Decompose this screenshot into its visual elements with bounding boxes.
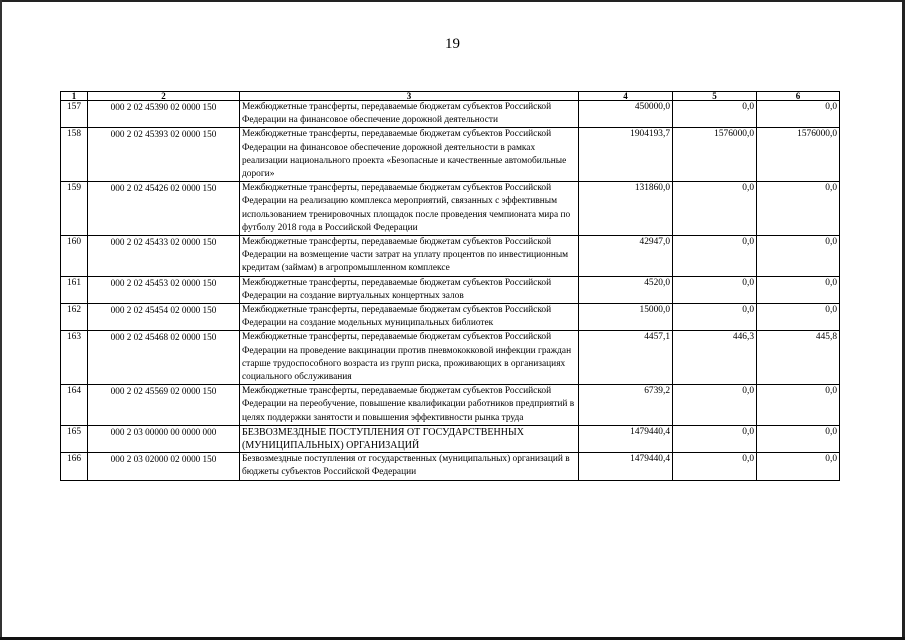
amount-col6: 0,0 [757, 453, 840, 480]
table-row [61, 101, 840, 128]
budget-code: 000 2 02 45569 02 0000 150 [88, 385, 240, 426]
row-number: 163 [61, 331, 88, 385]
column-header: 4 [579, 92, 673, 101]
scan-border-left [0, 0, 2, 640]
amount-col5: 0,0 [673, 182, 757, 236]
amount-col4: 450000,0 [579, 101, 673, 128]
budget-code: 000 2 02 45453 02 0000 150 [88, 276, 240, 303]
table-row [61, 236, 840, 277]
table-header-row [61, 92, 840, 101]
budget-code: 000 2 03 00000 00 0000 000 [88, 425, 240, 452]
amount-col4: 4457,1 [579, 331, 673, 385]
row-number: 164 [61, 385, 88, 426]
amount-col6: 0,0 [757, 276, 840, 303]
amount-col4: 6739,2 [579, 385, 673, 426]
amount-col5: 0,0 [673, 101, 757, 128]
budget-code: 000 2 02 45390 02 0000 150 [88, 101, 240, 128]
table-row [61, 304, 840, 331]
row-number: 159 [61, 182, 88, 236]
row-number: 162 [61, 304, 88, 331]
income-name: БЕЗВОЗМЕЗДНЫЕ ПОСТУПЛЕНИЯ ОТ ГОСУДАРСТВЕННЫХ (МУНИЦИПАЛЬНЫХ) ОРГАНИЗАЦИЙ [240, 425, 579, 452]
income-name: Межбюджетные трансферты, передаваемые бюджетам субъектов Российской Федерации на проведение вакцинации против пневмококковой инфекции граждан старше трудоспособного возраста из групп риска, проживающих в организациях социального обслуживания [240, 331, 579, 385]
amount-col4: 1479440,4 [579, 425, 673, 452]
amount-col5: 0,0 [673, 276, 757, 303]
amount-col5: 446,3 [673, 331, 757, 385]
income-name: Безвозмездные поступления от государственных (муниципальных) организаций в бюджеты субъектов Российской Федерации [240, 453, 579, 480]
budget-code: 000 2 02 45454 02 0000 150 [88, 304, 240, 331]
amount-col6: 1576000,0 [757, 128, 840, 182]
income-name: Межбюджетные трансферты, передаваемые бюджетам субъектов Российской Федерации на финансовое обеспечение дорожной деятельности в рамках реализации национального проекта «Безопасные и качественные автомобильные дороги» [240, 128, 579, 182]
column-header: 1 [61, 92, 88, 101]
amount-col6: 0,0 [757, 425, 840, 452]
budget-code: 000 2 02 45426 02 0000 150 [88, 182, 240, 236]
table-row [61, 331, 840, 385]
budget-table [60, 91, 840, 481]
amount-col4: 131860,0 [579, 182, 673, 236]
income-name: Межбюджетные трансферты, передаваемые бюджетам субъектов Российской Федерации на переобучение, повышение квалификации работников предприятий в целях поддержки занятости и повышения эффективности рынка труда [240, 385, 579, 426]
amount-col5: 1576000,0 [673, 128, 757, 182]
row-number: 161 [61, 276, 88, 303]
amount-col5: 0,0 [673, 385, 757, 426]
column-header: 6 [757, 92, 840, 101]
amount-col6: 0,0 [757, 236, 840, 277]
row-number: 158 [61, 128, 88, 182]
income-name: Межбюджетные трансферты, передаваемые бюджетам субъектов Российской Федерации на создание виртуальных концертных залов [240, 276, 579, 303]
income-name: Межбюджетные трансферты, передаваемые бюджетам субъектов Российской Федерации на финансовое обеспечение дорожной деятельности [240, 101, 579, 128]
amount-col6: 0,0 [757, 304, 840, 331]
budget-code: 000 2 02 45468 02 0000 150 [88, 331, 240, 385]
amount-col5: 0,0 [673, 304, 757, 331]
amount-col4: 42947,0 [579, 236, 673, 277]
amount-col4: 4520,0 [579, 276, 673, 303]
amount-col6: 0,0 [757, 182, 840, 236]
column-header: 5 [673, 92, 757, 101]
amount-col5: 0,0 [673, 453, 757, 480]
amount-col4: 1904193,7 [579, 128, 673, 182]
budget-code: 000 2 03 02000 02 0000 150 [88, 453, 240, 480]
amount-col6: 0,0 [757, 385, 840, 426]
amount-col5: 0,0 [673, 425, 757, 452]
amount-col6: 445,8 [757, 331, 840, 385]
income-name: Межбюджетные трансферты, передаваемые бюджетам субъектов Российской Федерации на реализацию комплекса мероприятий, связанных с эффективным использованием тренировочных площадок после проведения чемпионата мира по футболу 2018 года в Российской Федерации [240, 182, 579, 236]
table-row [61, 276, 840, 303]
table-row [61, 425, 840, 452]
amount-col4: 15000,0 [579, 304, 673, 331]
amount-col6: 0,0 [757, 101, 840, 128]
amount-col4: 1479440,4 [579, 453, 673, 480]
amount-col5: 0,0 [673, 236, 757, 277]
column-header: 2 [88, 92, 240, 101]
table-row [61, 182, 840, 236]
budget-code: 000 2 02 45393 02 0000 150 [88, 128, 240, 182]
page-number: 19 [445, 36, 460, 52]
row-number: 160 [61, 236, 88, 277]
column-header: 3 [240, 92, 579, 101]
scan-border-top [0, 0, 905, 2]
row-number: 166 [61, 453, 88, 480]
table-row [61, 128, 840, 182]
income-name: Межбюджетные трансферты, передаваемые бюджетам субъектов Российской Федерации на возмещение части затрат на уплату процентов по инвестиционным кредитам (займам) в агропромышленном комплексе [240, 236, 579, 277]
table-row [61, 453, 840, 480]
row-number: 157 [61, 101, 88, 128]
row-number: 165 [61, 425, 88, 452]
income-name: Межбюджетные трансферты, передаваемые бюджетам субъектов Российской Федерации на создание модельных муниципальных библиотек [240, 304, 579, 331]
table-row [61, 385, 840, 426]
budget-code: 000 2 02 45433 02 0000 150 [88, 236, 240, 277]
